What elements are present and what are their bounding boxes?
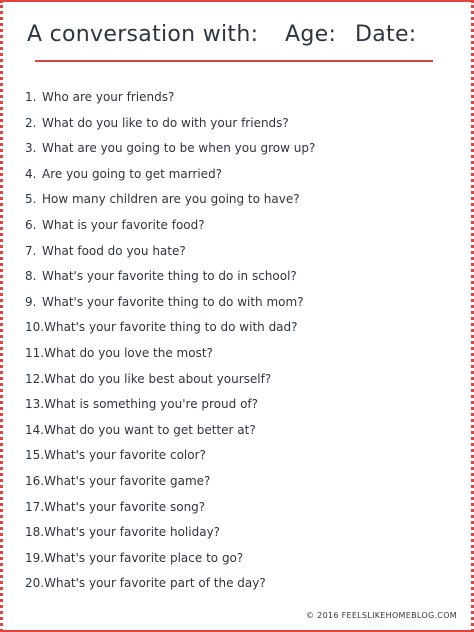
age-label: Age: bbox=[285, 22, 337, 47]
question-item bbox=[25, 116, 315, 142]
question-item bbox=[25, 423, 315, 449]
date-label: Date: bbox=[355, 22, 417, 47]
question-text: What do you like best about yourself? bbox=[44, 371, 272, 386]
question-item bbox=[25, 500, 315, 526]
question-number: 14. bbox=[25, 422, 45, 437]
question-number: 1. bbox=[25, 90, 37, 104]
question-text: What's your favorite thing to do in school? bbox=[42, 269, 297, 284]
worksheet-header bbox=[27, 22, 447, 52]
question-item bbox=[25, 295, 315, 321]
question-text: What's your favorite thing to do with dad? bbox=[44, 320, 298, 335]
question-item bbox=[25, 346, 315, 372]
question-item bbox=[25, 90, 315, 116]
question-item bbox=[25, 141, 315, 167]
question-number: 5. bbox=[25, 192, 37, 207]
conversation-label: A conversation with: bbox=[27, 22, 259, 47]
question-number: 18. bbox=[25, 525, 45, 540]
question-number: 10. bbox=[25, 320, 45, 335]
question-text: What do you love the most? bbox=[44, 345, 213, 360]
question-number: 16. bbox=[25, 473, 45, 488]
question-number: 20. bbox=[25, 576, 45, 591]
question-number: 9. bbox=[25, 294, 37, 309]
question-text: What is your favorite food? bbox=[42, 217, 205, 232]
question-number: 11. bbox=[25, 345, 45, 360]
question-text: What's your favorite color? bbox=[44, 448, 206, 463]
question-text: What food do you hate? bbox=[42, 243, 186, 258]
question-number: 6. bbox=[25, 217, 37, 232]
question-text: What is something you're proud of? bbox=[44, 397, 259, 412]
question-item bbox=[25, 448, 315, 474]
question-text: How many children are you going to have? bbox=[42, 192, 300, 207]
question-text: What's your favorite part of the day? bbox=[44, 576, 266, 591]
question-text: What's your favorite thing to do with mom? bbox=[42, 294, 304, 309]
question-item bbox=[25, 474, 315, 500]
question-text: What's your favorite song? bbox=[44, 499, 206, 514]
question-item bbox=[25, 320, 315, 346]
question-number: 13. bbox=[25, 397, 45, 412]
question-item bbox=[25, 167, 315, 193]
copyright-footer: © 2016 FEELSLIKEHOMEBLOG.COM bbox=[306, 611, 457, 620]
question-item bbox=[25, 525, 315, 551]
question-number: 15. bbox=[25, 448, 45, 463]
question-number: 12. bbox=[25, 371, 45, 386]
question-item bbox=[25, 269, 315, 295]
question-number: 7. bbox=[25, 243, 37, 258]
question-number: 2. bbox=[25, 115, 37, 130]
question-number: 17. bbox=[25, 499, 45, 514]
question-number: 3. bbox=[25, 141, 37, 156]
header-divider bbox=[35, 60, 433, 62]
question-item bbox=[25, 397, 315, 423]
question-item bbox=[25, 244, 315, 270]
question-text: What do you want to get better at? bbox=[44, 422, 256, 437]
question-item bbox=[25, 372, 315, 398]
question-text: Who are your friends? bbox=[42, 90, 175, 104]
question-text: What's your favorite place to go? bbox=[44, 550, 244, 565]
question-item bbox=[25, 551, 315, 577]
question-number: 19. bbox=[25, 550, 45, 565]
question-text: What's your favorite holiday? bbox=[44, 525, 221, 540]
question-item bbox=[25, 576, 315, 602]
question-list bbox=[25, 90, 315, 602]
question-text: What are you going to be when you grow up? bbox=[42, 141, 316, 156]
question-item bbox=[25, 192, 315, 218]
question-text: What do you like to do with your friends? bbox=[42, 115, 289, 130]
question-text: What's your favorite game? bbox=[44, 473, 211, 488]
question-number: 8. bbox=[25, 269, 37, 284]
question-number: 4. bbox=[25, 166, 37, 181]
question-item bbox=[25, 218, 315, 244]
question-text: Are you going to get married? bbox=[42, 166, 223, 181]
